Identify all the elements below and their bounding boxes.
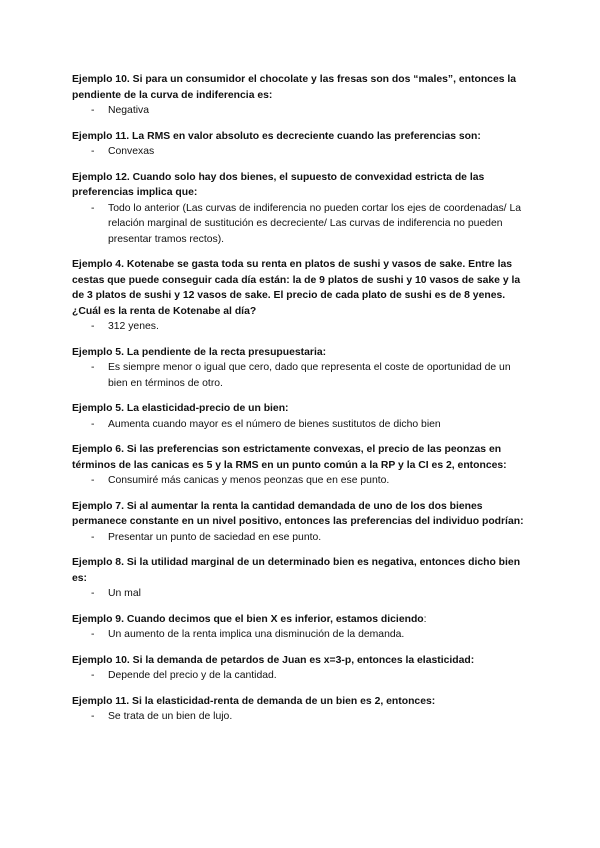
answer-text: Aumenta cuando mayor es el número de bienes sustitutos de dicho bien: [108, 418, 441, 430]
question-text: Ejemplo 10. Si la demanda de petardos de Juan es x=3-p, entonces la elasticidad:: [72, 654, 475, 666]
answer-list: [72, 530, 532, 546]
answer-list: [72, 417, 532, 433]
exercise-item: [72, 129, 532, 160]
answer-text: Convexas: [108, 146, 155, 157]
answer-bullet: [72, 144, 532, 160]
dash-bullet-icon: -: [91, 418, 95, 430]
dash-bullet-icon: -: [91, 202, 95, 214]
question-text: Ejemplo 9. Cuando decimos que el bien X es inferior, estamos diciendo:: [72, 613, 427, 625]
answer-list: [72, 668, 532, 684]
exercise-item: [72, 401, 532, 432]
question-text: Ejemplo 10. Si para un consumidor el chocolate y las fresas son dos “males”, entonces la pendiente de la curva de indiferencia es:: [72, 74, 517, 101]
exercise-item: [72, 499, 532, 546]
answer-text: Es siempre menor o igual que cero, dado que representa el coste de oportunidad de un bien en términos de otro.: [108, 362, 511, 389]
answer-text: Un aumento de la renta implica una disminución de la demanda.: [108, 629, 405, 640]
dash-bullet-icon: -: [91, 321, 95, 332]
exercise-item: [72, 442, 532, 489]
answer-text: Todo lo anterior (Las curvas de indiferencia no pueden cortar los ejes de coordenadas/ La relación marginal de sustitución es decreciente/ Las curvas de indiferencia no pueden presentar tramos rectos).: [108, 202, 521, 245]
question-text: Ejemplo 12. Cuando solo hay dos bienes, el supuesto de convexidad estricta de las preferencias implica que:: [72, 171, 485, 198]
question-text: Ejemplo 11. La RMS en valor absoluto es decreciente cuando las preferencias son:: [72, 130, 481, 142]
exercise-item: [72, 555, 532, 602]
answer-list: [72, 201, 532, 248]
exercise-item: [72, 72, 532, 119]
answer-text: Un mal: [108, 588, 141, 599]
exercise-item: [72, 653, 532, 684]
answer-bullet: [72, 103, 532, 119]
answer-bullet: [72, 417, 532, 433]
question-text: Ejemplo 8. Si la utilidad marginal de un determinado bien es negativa, entonces dicho bien es:: [72, 557, 521, 584]
answer-text: Presentar un punto de saciedad en ese punto.: [108, 531, 322, 543]
answer-bullet: [72, 360, 532, 391]
answer-text: Se trata de un bien de lujo.: [108, 711, 233, 722]
dash-bullet-icon: -: [91, 531, 95, 543]
question-text: Ejemplo 5. La elasticidad-precio de un bien:: [72, 403, 289, 414]
dash-bullet-icon: -: [91, 475, 95, 486]
exercise-item: [72, 694, 532, 725]
answer-list: [72, 709, 532, 725]
answer-bullet: [72, 668, 532, 684]
answer-list: [72, 103, 532, 119]
dash-bullet-icon: -: [91, 629, 95, 640]
question-text: Ejemplo 11. Si la elasticidad-renta de demanda de un bien es 2, entonces:: [72, 695, 436, 707]
answer-text: Depende del precio y de la cantidad.: [108, 670, 277, 681]
dash-bullet-icon: -: [91, 146, 95, 157]
answer-list: [72, 319, 532, 335]
question-text: Ejemplo 7. Si al aumentar la renta la cantidad demandada de uno de los dos bienes permanece constante en un nivel positivo, entonces las preferencias del individuo podrían:: [72, 500, 524, 527]
exercise-item: [72, 257, 532, 335]
question-text: Ejemplo 5. La pendiente de la recta presupuestaria:: [72, 346, 327, 358]
answer-bullet: [72, 473, 532, 489]
dash-bullet-icon: -: [91, 670, 95, 681]
exercise-item: [72, 612, 532, 643]
question-colon: :: [423, 613, 427, 625]
answer-bullet: [72, 709, 532, 725]
answer-bullet: [72, 201, 532, 248]
answer-list: [72, 473, 532, 489]
answer-text: 312 yenes.: [108, 321, 159, 332]
question-text: Ejemplo 4. Kotenabe se gasta toda su renta en platos de sushi y vasos de sake. Entre las cestas que puede conseguir cada día están: la de 9 platos de sushi y 10 vasos de sake y la de 3 platos de sushi y 12 vasos de sake. El precio de cada plato de sushi es de 8 yenes. ¿Cuál es la renta de Kotenabe al día?: [72, 259, 521, 317]
dash-bullet-icon: -: [91, 711, 95, 722]
exercise-item: [72, 170, 532, 248]
answer-bullet: [72, 530, 532, 546]
dash-bullet-icon: -: [91, 105, 95, 116]
answer-bullet: [72, 319, 532, 335]
dash-bullet-icon: -: [91, 362, 95, 373]
exercise-item: [72, 345, 532, 392]
answer-list: [72, 144, 532, 160]
answer-bullet: [72, 586, 532, 602]
answer-bullet: [72, 627, 532, 643]
answer-list: [72, 627, 532, 643]
dash-bullet-icon: -: [91, 588, 95, 599]
answer-list: [72, 586, 532, 602]
answer-text: Negativa: [108, 105, 150, 116]
question-text: Ejemplo 6. Si las preferencias son estrictamente convexas, el precio de las peonzas en términos de las canicas es 5 y la RMS en un punto común a la RP y la CI es 2, entonces:: [72, 444, 507, 471]
answer-text: Consumiré más canicas y menos peonzas que en ese punto.: [108, 475, 390, 486]
document-page: [72, 72, 532, 735]
answer-list: [72, 360, 532, 391]
